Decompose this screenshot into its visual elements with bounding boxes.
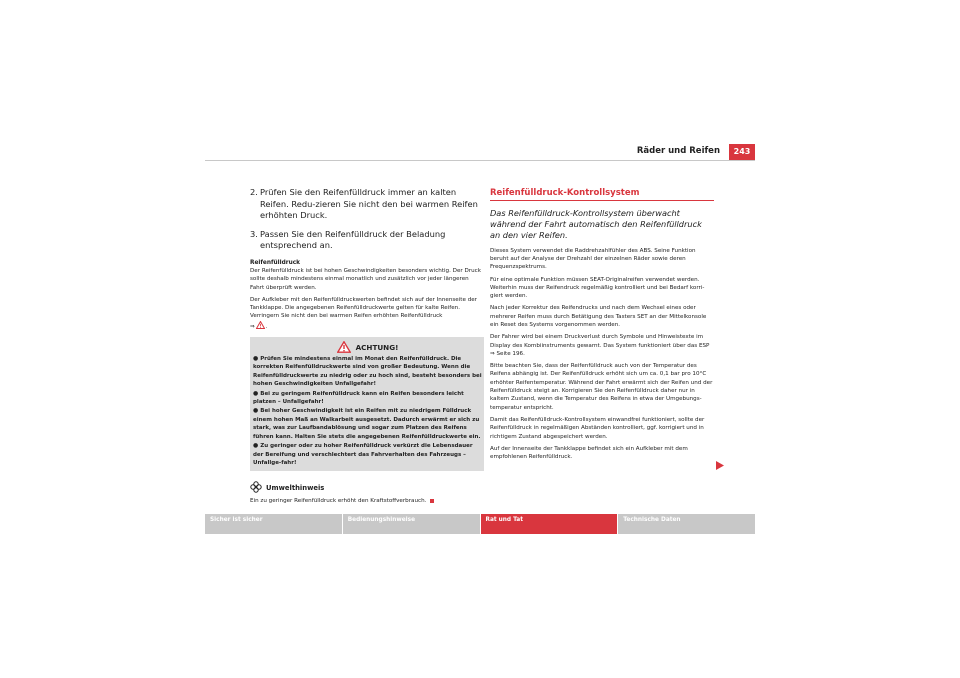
- left-column: [250, 187, 484, 505]
- step-number: 3.: [250, 228, 258, 239]
- end-marker-icon: [430, 499, 434, 503]
- warning-item: [253, 442, 482, 467]
- paragraph: Der Fahrer wird bei einem Druckverlust durch Symbole und Hinweistexte im Display des Kombiinstruments gewarnt. Das System funktioniert über das ESP ⇒ Seite 196.: [490, 334, 710, 357]
- page-header-title: Räder und Reifen: [636, 146, 720, 156]
- bullet-icon: ●: [253, 389, 259, 397]
- footer-tab-technische-daten[interactable]: Technische Daten: [618, 514, 755, 534]
- flower-icon: [250, 478, 262, 497]
- environment-note-header: [250, 478, 484, 497]
- paragraph: Dieses System verwendet die Raddrehzahlfühler des ABS. Seine Funktion beruht auf der Analyse der Drehzahl der einzelnen Räder sowie deren Frequenzspektrums.: [490, 247, 696, 271]
- section-title: Reifenfülldruck-Kontrollsystem: [490, 188, 640, 198]
- warning-item-text: Bei zu geringem Reifenfülldruck kann ein Reifen besonders leicht platzen – Unfallgefahr!: [253, 390, 464, 406]
- footer-tab-rat-und-tat[interactable]: Rat und Tat: [481, 514, 619, 534]
- bullet-icon: ●: [253, 355, 259, 363]
- paragraph-text: Der Aufkleber mit den Reifenfülldruckwerten befindet sich auf der Innenseite der Tankklappe. Die angegebenen Reifenfülldruckwerte gelten für kalte Reifen. Verringern Sie nicht den bei warmen Reifen erhöhten Reifenfülldruck: [250, 296, 477, 320]
- paragraph: Der Reifenfülldruck ist bei hohen Geschwindigkeiten besonders wichtig. Der Druck sollte deshalb mindestens einmal monatlich und zusätzlich vor jeder längeren Fahrt überprüft werden.: [250, 267, 481, 291]
- paragraph-end: .: [265, 323, 268, 330]
- bullet-icon: ●: [253, 407, 259, 415]
- paragraph: Nach jeder Korrektur des Reifendrucks und nach dem Wechsel eines oder mehrerer Reifen muss durch Betätigung des Tasters SET an der Mittelkonsole ein Reset des Systems vorgenommen werden.: [490, 305, 707, 328]
- footer-tab-sicher[interactable]: Sicher ist sicher: [205, 514, 343, 534]
- paragraph: [250, 296, 484, 332]
- environment-note-label: Umwelthinweis: [266, 483, 325, 492]
- warning-item: [253, 407, 482, 441]
- page-number: 243: [729, 144, 755, 160]
- bullet-icon: ●: [253, 442, 259, 450]
- warning-header: [253, 339, 482, 355]
- warning-item-text: Zu geringer oder zu hoher Reifenfülldruck verkürzt die Lebensdauer der Bereifung und verschlechtert das Fahrverhalten des Fahrzeugs – Unfallge-fahr!: [253, 443, 473, 466]
- right-column: [490, 187, 714, 465]
- step-number: 2.: [250, 187, 258, 197]
- warning-item-text: Prüfen Sie mindestens einmal im Monat den Reifenfülldruck. Die korrekten Reifenfülldruckwerte sind von großer Bedeutung. Wenn die Reifenfülldruckwerte zu niedrig oder zu hoch sind, besteht besonders bei hohen Geschwindigkeiten Unfallgefahr!: [253, 356, 482, 388]
- environment-note-body: Ein zu geringer Reifenfülldruck erhöht den Kraftstoffverbrauch.: [250, 498, 427, 505]
- section-lead: Das Reifenfülldruck-Kontrollsystem überwacht während der Fahrt automatisch den Reifenfülldruck an den vier Reifen.: [490, 208, 702, 241]
- footer-tabs: [205, 514, 755, 534]
- warning-item-text: Bei hoher Geschwindigkeit ist ein Reifen mit zu niedrigem Fülldruck einem hohen Maß an Walkarbeit ausgesetzt. Dadurch erwärmt er sich zu stark, was zur Laufbandablösung und sogar zum Platzen des Reifens führen kann. Halten Sie stets die angegebenen Reifenfülldruckwerte ein.: [253, 408, 481, 440]
- paragraph: Für eine optimale Funktion müssen SEAT-Originalreifen verwendet werden. Weiterhin muss der Reifendruck regelmäßig kontrolliert und bei Bedarf korri-giert werden.: [490, 276, 705, 300]
- next-page-arrow-icon[interactable]: [716, 455, 724, 474]
- header-rule: [205, 160, 755, 161]
- section-rule: [490, 200, 714, 201]
- footer-tab-bedienung[interactable]: Bedienungshinweise: [343, 514, 481, 534]
- paragraph: Auf der Innenseite der Tankklappe befindet sich ein Aufkleber mit dem empfohlenen Reifenfülldruck.: [490, 445, 688, 461]
- step-text: Prüfen Sie den Reifenfülldruck immer an kalten Reifen. Redu-zieren Sie nicht den bei warmen Reifen erhöhten Druck.: [260, 187, 478, 221]
- step-text: Passen Sie den Reifenfülldruck der Beladung entsprechend an.: [260, 228, 446, 251]
- step-2: [250, 187, 484, 222]
- subheading: Reifenfülldruck: [250, 259, 301, 266]
- environment-note-text: [250, 497, 484, 505]
- warning-label: ACHTUNG!: [355, 342, 399, 352]
- step-3: [250, 229, 484, 252]
- warning-box: [250, 337, 484, 471]
- reference-arrow: ⇒: [250, 323, 255, 330]
- paragraph: Bitte beachten Sie, dass der Reifenfülldruck auch von der Temperatur des Reifens abhängig ist. Der Reifenfülldruck erhöht sich um ca. 0,1 bar pro 10°C erhöhter Reifentemperatur. Während der Fahrt erwärmt sich der Reifen und der Reifenfülldruck steigt an. Korrigieren Sie den Reifenfülldruck daher nur in kaltem Zustand, wenn die Temperatur des Reifens in etwa der Umgebungs-temperatur entspricht.: [490, 363, 713, 411]
- warning-item: [253, 355, 482, 389]
- warning-item: [253, 390, 482, 407]
- warning-triangle-icon: [337, 338, 351, 357]
- paragraph: Damit das Reifenfülldruck-Kontrollsystem einwandfrei funktioniert, sollte der Reifenfülldruck in regelmäßigen Abständen kontrolliert, ggf. korrigiert und in richtigem Zustand abgespeichert werden.: [490, 416, 705, 440]
